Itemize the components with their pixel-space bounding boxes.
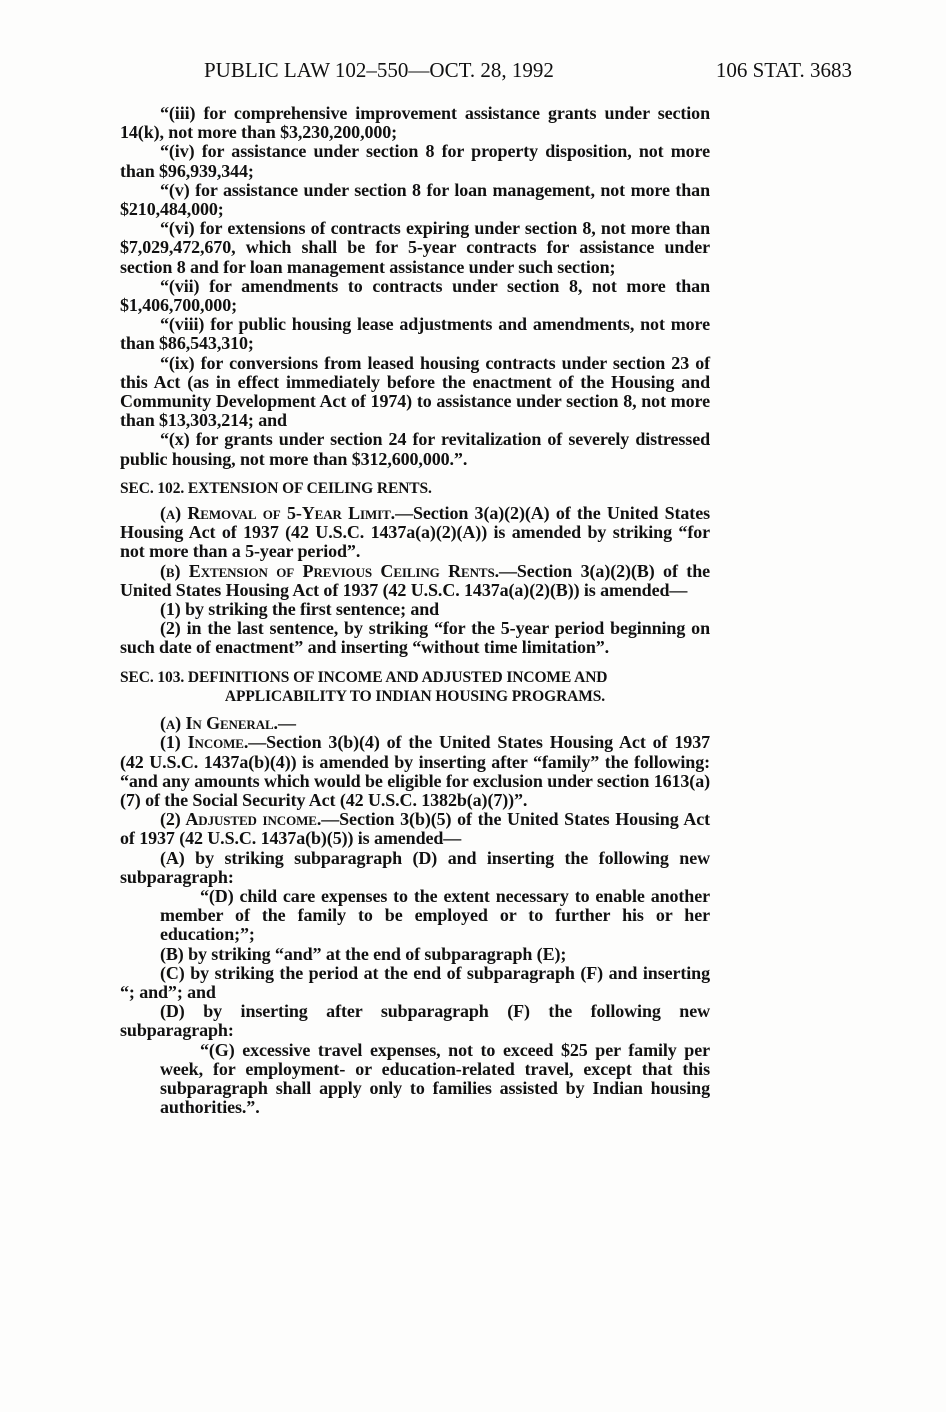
subparagraph-A: (A) by striking subparagraph (D) and inserting the following new subparagraph: [120,847,710,887]
subsection-102-b-heading: (b) Extension of Previous Ceiling Rents. [160,560,499,581]
subsection-102-b-text: —Section 3(a)(2)(B) of the United States Housing Act of 1937 (42 U.S.C. 1437a(a)(2)(B)) is amended— [120,560,710,600]
subsection-102-b [120,562,710,600]
subsection-102-a-text: —Section 3(a)(2)(A) of the United States Housing Act of 1937 (42 U.S.C. 1437a(a)(2)(A)) is amended by striking “for not more than a 5-year period”. [120,503,710,562]
paragraph-103-a-1-heading: (1) Income. [160,732,249,753]
quoted-subparagraph-D: “(D) child care expenses to the extent necessary to enable another member of the family to be employed or to further his or her education;”; [160,885,710,945]
section-103-heading-line1: SEC. 103. DEFINITIONS OF INCOME AND ADJUSTED INCOME AND [120,668,608,686]
header-law-citation: PUBLIC LAW 102–550—OCT. 28, 1992 [204,58,554,82]
paragraph-102-b-1: (1) by striking the first sentence; and [160,599,440,620]
paragraph-103-a-1 [120,733,710,810]
paragraph-103-a-1-text: —Section 3(b)(4) of the United States Housing Act of 1937 (42 U.S.C. 1437a(b)(4)) is amended by inserting after “family” the following: “and any amounts which would be eligible for exclusion under section 1613(a)(7) of the Social Security Act (42 U.S.C. 1382b(a)(7))”. [120,732,710,810]
subparagraph-C: (C) by striking the period at the end of subparagraph (F) and inserting “; and”; and [120,962,710,1002]
subsection-103-a-text: — [277,713,296,734]
clause-vii: “(vii) for amendments to contracts under section 8, not more than $1,406,700,000; [120,275,710,316]
subparagraph-B: (B) by striking “and” at the end of subparagraph (E); [160,943,567,964]
paragraph-103-a-2-text: —Section 3(b)(5) of the United States Housing Act of 1937 (42 U.S.C. 1437a(b)(5)) is amended— [120,809,710,849]
clause-iii: “(iii) for comprehensive improvement assistance grants under section 14(k), not more than $3,230,200,000; [120,103,710,143]
subsection-103-a [120,714,710,733]
quoted-subparagraph-G: “(G) excessive travel expenses, not to exceed $25 per family per week, for employment- or education-related travel, except that this subparagraph shall apply only to families assisted by Indian housing authorities.”. [160,1039,710,1118]
section-103-heading-line2: APPLICABILITY TO INDIAN HOUSING PROGRAMS. [224,687,606,705]
subparagraph-D: (D) by inserting after subparagraph (F) the following new subparagraph: [120,1001,710,1041]
subsection-102-a [120,504,710,562]
clause-iv: “(iv) for assistance under section 8 for property disposition, not more than $96,939,344; [120,141,710,181]
clause-vi: “(vi) for extensions of contracts expiring under section 8, not more than $7,029,472,670, which shall be for 5-year contracts for assistance under section 8 and for loan management assistance under such section; [120,218,710,277]
clause-x: “(x) for grants under section 24 for revitalization of severely distressed public housing, not more than $312,600,000.”. [120,429,710,469]
page-header [120,58,852,88]
paragraph-103-a-2-heading: (2) Adjusted income. [160,809,322,830]
paragraph-102-b-2: (2) in the last sentence, by striking “for the 5-year period beginning on such date of enactment” and inserting “without time limitation”. [120,618,710,658]
header-stat-page: 106 STAT. 3683 [715,58,852,82]
paragraph-103-a-2 [120,810,710,848]
section-102-heading: SEC. 102. EXTENSION OF CEILING RENTS. [120,479,432,497]
clause-v: “(v) for assistance under section 8 for loan management, not more than $210,484,000; [120,179,710,220]
clause-viii: “(viii) for public housing lease adjustments and amendments, not more than $86,543,310; [120,314,710,354]
subsection-102-a-heading: (a) Removal of 5-Year Limit. [160,503,396,524]
body-text [120,104,710,1117]
clause-ix: “(ix) for conversions from leased housing contracts under section 23 of this Act (as in effect immediately before the enactment of the Housing and Community Development Act of 1974) to assistance under section 8, not more than $13,303,214; and [120,352,710,431]
subsection-103-a-heading: (a) In General. [160,713,278,734]
